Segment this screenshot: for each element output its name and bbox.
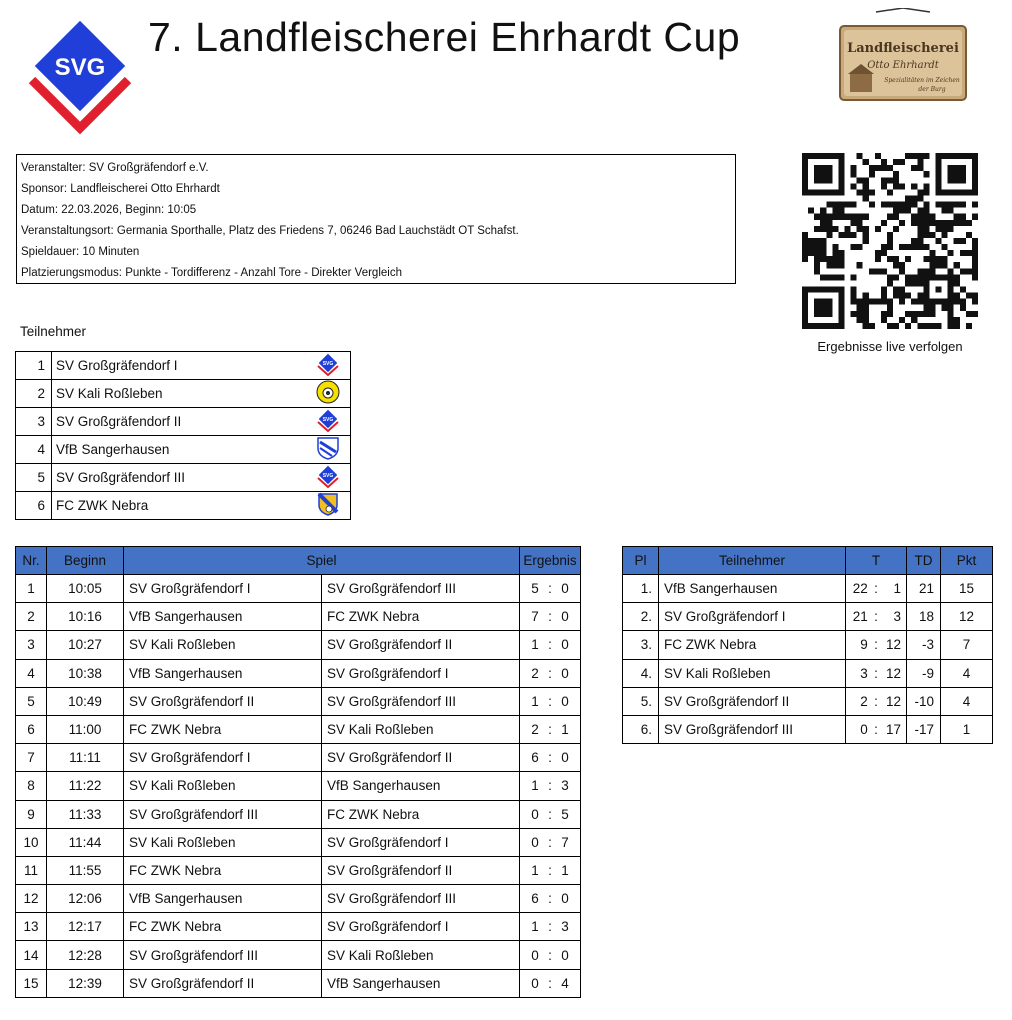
participant-logo	[307, 464, 351, 492]
goals-against: 12	[881, 687, 906, 715]
goals-for: 3	[846, 659, 871, 687]
points: 1	[941, 715, 993, 743]
away-goals: 1	[561, 722, 569, 738]
svg-text:Landfleischerei: Landfleischerei	[847, 41, 959, 56]
game-result	[520, 856, 581, 884]
goals-against: 1	[881, 575, 906, 603]
away-goals: 0	[561, 891, 569, 907]
goal-difference: 21	[907, 575, 941, 603]
game-away-team: SV Großgräfendorf III	[322, 885, 520, 913]
goal-difference: -10	[907, 687, 941, 715]
game-row	[16, 687, 581, 715]
game-time: 11:33	[47, 800, 124, 828]
game-home-team: SV Kali Roßleben	[124, 772, 322, 800]
game-result	[520, 687, 581, 715]
points: 15	[941, 575, 993, 603]
game-result	[520, 715, 581, 743]
away-goals: 7	[561, 834, 569, 850]
participant-name: SV Großgräfendorf I	[52, 352, 307, 380]
participant-number: 3	[16, 408, 52, 436]
game-result	[520, 885, 581, 913]
game-number: 3	[16, 631, 47, 659]
game-home-team: SV Großgräfendorf III	[124, 941, 322, 969]
game-away-team: SV Großgräfendorf I	[322, 659, 520, 687]
score-separator: :	[548, 975, 552, 991]
game-number: 14	[16, 941, 47, 969]
game-away-team: VfB Sangerhausen	[322, 772, 520, 800]
game-away-team: FC ZWK Nebra	[322, 603, 520, 631]
home-goals: 6	[531, 891, 539, 907]
game-number: 2	[16, 603, 47, 631]
qr-code[interactable]	[802, 153, 978, 329]
game-away-team: SV Großgräfendorf I	[322, 828, 520, 856]
game-home-team: FC ZWK Nebra	[124, 715, 322, 743]
participant-name: SV Kali Roßleben	[52, 380, 307, 408]
svg-text:SVG: SVG	[322, 361, 334, 367]
sponsor-logo	[836, 8, 970, 104]
event-info-box	[16, 154, 736, 284]
away-goals: 3	[561, 778, 569, 794]
participant-logo	[307, 492, 351, 520]
col-spiel: Spiel	[124, 547, 520, 575]
participant-number: 4	[16, 436, 52, 464]
participant-row	[16, 464, 351, 492]
info-duration: Spieldauer: 10 Minuten	[21, 246, 140, 258]
standings-team: FC ZWK Nebra	[659, 631, 846, 659]
home-goals: 1	[531, 693, 539, 709]
game-home-team: FC ZWK Nebra	[124, 913, 322, 941]
home-goals: 1	[531, 637, 539, 653]
goals-for: 2	[846, 687, 871, 715]
game-away-team: VfB Sangerhausen	[322, 969, 520, 997]
standings-place: 3.	[623, 631, 659, 659]
standings-row	[623, 603, 993, 631]
svg-text:Spezialitäten im Zeichen: Spezialitäten im Zeichen	[884, 77, 960, 84]
game-number: 12	[16, 885, 47, 913]
game-row	[16, 800, 581, 828]
game-number: 10	[16, 828, 47, 856]
standings-place: 4.	[623, 659, 659, 687]
game-time: 12:06	[47, 885, 124, 913]
goal-difference: -17	[907, 715, 941, 743]
col-beginn: Beginn	[47, 547, 124, 575]
home-goals: 7	[531, 609, 539, 625]
score-separator: :	[548, 891, 552, 907]
game-row	[16, 941, 581, 969]
away-goals: 0	[561, 693, 569, 709]
game-result	[520, 744, 581, 772]
game-time: 11:11	[47, 744, 124, 772]
home-goals: 0	[531, 975, 539, 991]
standings-team: SV Großgräfendorf I	[659, 603, 846, 631]
points: 4	[941, 659, 993, 687]
col-nr: Nr.	[16, 547, 47, 575]
game-away-team: SV Großgräfendorf II	[322, 856, 520, 884]
participant-number: 6	[16, 492, 52, 520]
game-away-team: SV Großgräfendorf II	[322, 631, 520, 659]
col-tordifferenz: TD	[907, 547, 941, 575]
score-separator: :	[548, 581, 552, 597]
score-separator: :	[548, 693, 552, 709]
home-goals: 2	[531, 722, 539, 738]
game-result	[520, 969, 581, 997]
game-result	[520, 603, 581, 631]
participant-row	[16, 408, 351, 436]
info-venue: Veranstaltungsort: Germania Sporthalle, Platz des Friedens 7, 06246 Bad Lauchstädt OT Schafst.	[21, 225, 519, 237]
standings-team: VfB Sangerhausen	[659, 575, 846, 603]
svg-text:SVG: SVG	[322, 473, 334, 479]
col-platz: Pl	[623, 547, 659, 575]
points: 12	[941, 603, 993, 631]
away-goals: 0	[561, 947, 569, 963]
fc-club-icon	[314, 492, 342, 516]
participants-heading: Teilnehmer	[20, 324, 87, 339]
goals-separator: :	[871, 715, 882, 743]
score-separator: :	[548, 665, 552, 681]
goals-for: 21	[846, 603, 871, 631]
participant-row	[16, 352, 351, 380]
participant-number: 2	[16, 380, 52, 408]
game-row	[16, 772, 581, 800]
game-result	[520, 575, 581, 603]
game-away-team: SV Großgräfendorf III	[322, 575, 520, 603]
goals-separator: :	[871, 659, 882, 687]
game-result	[520, 800, 581, 828]
games-table	[15, 546, 581, 998]
home-goals: 6	[531, 750, 539, 766]
game-row	[16, 969, 581, 997]
game-row	[16, 828, 581, 856]
participant-name: FC ZWK Nebra	[52, 492, 307, 520]
standings-team: SV Großgräfendorf II	[659, 687, 846, 715]
game-away-team: SV Großgräfendorf III	[322, 687, 520, 715]
goals-for: 22	[846, 575, 871, 603]
goal-difference: -9	[907, 659, 941, 687]
away-goals: 0	[561, 750, 569, 766]
info-sponsor: Sponsor: Landfleischerei Otto Ehrhardt	[21, 183, 220, 195]
game-time: 11:22	[47, 772, 124, 800]
page-title: 7. Landfleischerei Ehrhardt Cup	[148, 14, 741, 60]
standings-place: 5.	[623, 687, 659, 715]
score-separator: :	[548, 609, 552, 625]
home-goals: 1	[531, 919, 539, 935]
participant-number: 5	[16, 464, 52, 492]
score-separator: :	[548, 778, 552, 794]
game-home-team: FC ZWK Nebra	[124, 856, 322, 884]
points: 7	[941, 631, 993, 659]
score-separator: :	[548, 806, 552, 822]
goals-for: 9	[846, 631, 871, 659]
away-goals: 3	[561, 919, 569, 935]
home-goals: 0	[531, 947, 539, 963]
game-row	[16, 603, 581, 631]
game-time: 10:16	[47, 603, 124, 631]
info-ranking-mode: Platzierungsmodus: Punkte - Tordifferenz - Anzahl Tore - Direkter Vergleich	[21, 267, 402, 279]
game-away-team: SV Kali Roßleben	[322, 941, 520, 969]
game-home-team: SV Großgräfendorf II	[124, 687, 322, 715]
score-separator: :	[548, 947, 552, 963]
score-separator: :	[548, 862, 552, 878]
away-goals: 0	[561, 609, 569, 625]
away-goals: 0	[561, 665, 569, 681]
qr-caption: Ergebnisse live verfolgen	[817, 339, 963, 354]
score-separator: :	[548, 834, 552, 850]
svg-text:der Burg: der Burg	[918, 86, 946, 93]
game-number: 7	[16, 744, 47, 772]
club-logo	[24, 12, 136, 136]
game-result	[520, 659, 581, 687]
game-result	[520, 941, 581, 969]
game-home-team: SV Großgräfendorf II	[124, 969, 322, 997]
game-row	[16, 856, 581, 884]
score-separator: :	[548, 750, 552, 766]
standings-row	[623, 631, 993, 659]
standings-team: SV Kali Roßleben	[659, 659, 846, 687]
svg-text:Otto Ehrhardt: Otto Ehrhardt	[867, 60, 939, 71]
participants-table	[15, 351, 351, 520]
goals-against: 17	[881, 715, 906, 743]
vfb-club-icon	[314, 436, 342, 460]
goals-separator: :	[871, 631, 882, 659]
participant-row	[16, 380, 351, 408]
game-number: 13	[16, 913, 47, 941]
score-separator: :	[548, 919, 552, 935]
goals-separator: :	[871, 575, 882, 603]
participant-row	[16, 492, 351, 520]
standings-row	[623, 659, 993, 687]
kali-club-icon	[314, 380, 342, 404]
game-home-team: VfB Sangerhausen	[124, 885, 322, 913]
participant-logo	[307, 408, 351, 436]
score-separator: :	[548, 637, 552, 653]
game-home-team: SV Großgräfendorf I	[124, 744, 322, 772]
game-number: 9	[16, 800, 47, 828]
col-ergebnis: Ergebnis	[520, 547, 581, 575]
game-time: 11:44	[47, 828, 124, 856]
participant-name: VfB Sangerhausen	[52, 436, 307, 464]
game-number: 11	[16, 856, 47, 884]
standings-place: 6.	[623, 715, 659, 743]
home-goals: 0	[531, 806, 539, 822]
participant-number: 1	[16, 352, 52, 380]
col-teilnehmer: Teilnehmer	[659, 547, 846, 575]
game-time: 12:17	[47, 913, 124, 941]
home-goals: 0	[531, 834, 539, 850]
game-home-team: VfB Sangerhausen	[124, 603, 322, 631]
away-goals: 5	[561, 806, 569, 822]
game-result	[520, 913, 581, 941]
standings-row	[623, 687, 993, 715]
participant-logo	[307, 436, 351, 464]
game-result	[520, 772, 581, 800]
game-number: 15	[16, 969, 47, 997]
goals-against: 12	[881, 659, 906, 687]
away-goals: 1	[561, 862, 569, 878]
info-organizer: Veranstalter: SV Großgräfendorf e.V.	[21, 162, 209, 174]
game-number: 6	[16, 715, 47, 743]
standings-row	[623, 715, 993, 743]
away-goals: 4	[561, 975, 569, 991]
participant-logo	[307, 380, 351, 408]
game-number: 4	[16, 659, 47, 687]
goal-difference: -3	[907, 631, 941, 659]
game-away-team: SV Kali Roßleben	[322, 715, 520, 743]
away-goals: 0	[561, 581, 569, 597]
participant-name: SV Großgräfendorf II	[52, 408, 307, 436]
svg-text:SVG: SVG	[54, 54, 106, 81]
game-time: 11:55	[47, 856, 124, 884]
standings-place: 2.	[623, 603, 659, 631]
home-goals: 1	[531, 778, 539, 794]
game-row	[16, 913, 581, 941]
game-time: 10:49	[47, 687, 124, 715]
score-separator: :	[548, 722, 552, 738]
home-goals: 5	[531, 581, 539, 597]
participant-row	[16, 436, 351, 464]
game-row	[16, 631, 581, 659]
game-result	[520, 631, 581, 659]
game-number: 5	[16, 687, 47, 715]
game-away-team: SV Großgräfendorf II	[322, 744, 520, 772]
game-time: 12:28	[47, 941, 124, 969]
game-row	[16, 715, 581, 743]
points: 4	[941, 687, 993, 715]
svg-club-icon	[314, 464, 342, 488]
col-tore: T	[846, 547, 907, 575]
goals-for: 0	[846, 715, 871, 743]
game-result	[520, 828, 581, 856]
participant-name: SV Großgräfendorf III	[52, 464, 307, 492]
game-home-team: SV Großgräfendorf III	[124, 800, 322, 828]
game-time: 10:05	[47, 575, 124, 603]
goals-separator: :	[871, 603, 882, 631]
game-time: 10:38	[47, 659, 124, 687]
game-home-team: VfB Sangerhausen	[124, 659, 322, 687]
game-away-team: SV Großgräfendorf I	[322, 913, 520, 941]
info-date: Datum: 22.03.2026, Beginn: 10:05	[21, 204, 197, 216]
goals-separator: :	[871, 687, 882, 715]
game-row	[16, 744, 581, 772]
standings-team: SV Großgräfendorf III	[659, 715, 846, 743]
home-goals: 1	[531, 862, 539, 878]
game-away-team: FC ZWK Nebra	[322, 800, 520, 828]
game-number: 8	[16, 772, 47, 800]
svg-club-icon	[314, 408, 342, 432]
away-goals: 0	[561, 637, 569, 653]
goals-against: 12	[881, 631, 906, 659]
goal-difference: 18	[907, 603, 941, 631]
home-goals: 2	[531, 665, 539, 681]
standings-row	[623, 575, 993, 603]
goals-against: 3	[881, 603, 906, 631]
game-number: 1	[16, 575, 47, 603]
game-home-team: SV Kali Roßleben	[124, 828, 322, 856]
col-punkte: Pkt	[941, 547, 993, 575]
game-row	[16, 575, 581, 603]
game-time: 12:39	[47, 969, 124, 997]
game-home-team: SV Großgräfendorf I	[124, 575, 322, 603]
game-time: 10:27	[47, 631, 124, 659]
svg-text:SVG: SVG	[322, 417, 334, 423]
svg-club-icon	[314, 352, 342, 376]
game-row	[16, 885, 581, 913]
game-home-team: SV Kali Roßleben	[124, 631, 322, 659]
participant-logo	[307, 352, 351, 380]
game-row	[16, 659, 581, 687]
game-time: 11:00	[47, 715, 124, 743]
standings-table	[622, 546, 993, 744]
standings-place: 1.	[623, 575, 659, 603]
